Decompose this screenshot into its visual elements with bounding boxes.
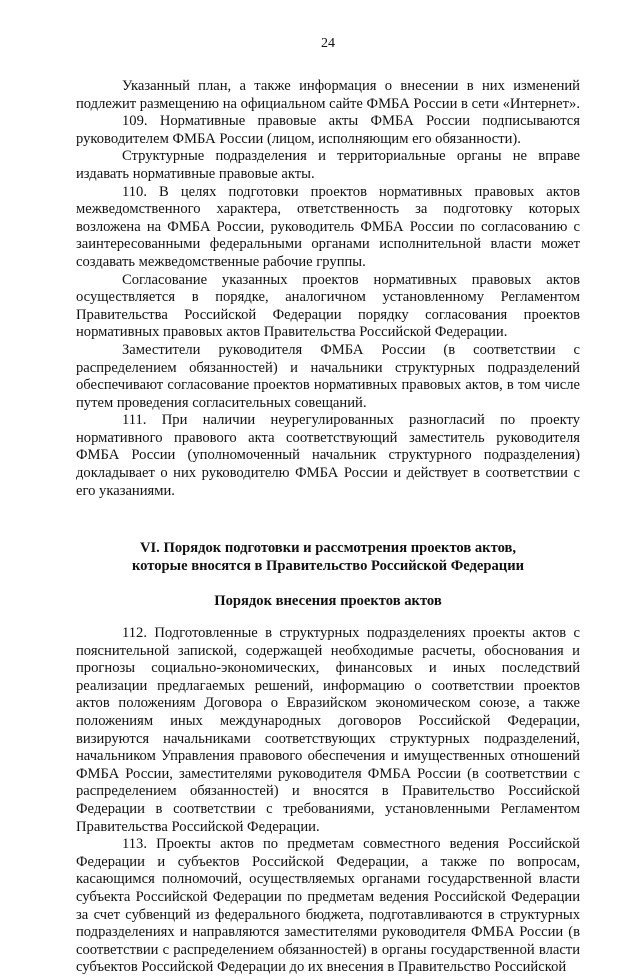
top-text-block bbox=[76, 78, 580, 500]
paragraph-110-approval: Согласование указанных проектов нормативных правовых актов осуществляется в порядке, аналогичном установленному Регламентом Правительства Российской Федерации порядку согласования проектов нормативных правовых актов Правительства Российской Федерации. bbox=[76, 271, 580, 341]
paragraph-110: 110. В целях подготовки проектов нормативных правовых актов межведомственного характера, ответственность за подготовку которых возложена на ФМБА России, руководитель ФМБА России по согласованию с заинтересованными федеральными органами исполнительной власти может создавать межведомственные рабочие группы. bbox=[76, 183, 580, 270]
subsection-heading: Порядок внесения проектов актов bbox=[214, 593, 442, 610]
paragraph-109-structural-units: Структурные подразделения и территориальные органы не вправе издавать нормативные правовые акты. bbox=[76, 148, 580, 182]
section-title-line-2: которые вносятся в Правительство Российской Федерации bbox=[131, 557, 525, 574]
section-title-line-1: VI. Порядок подготовки и рассмотрения проектов актов, bbox=[139, 540, 517, 557]
section-vi-heading bbox=[76, 540, 580, 575]
bottom-text-block bbox=[76, 625, 580, 977]
page-number: 24 bbox=[321, 36, 335, 51]
section-spacer bbox=[76, 500, 580, 540]
paragraph-110-deputies: Заместители руководителя ФМБА России (в соответствии с распределением обязанностей) и начальники структурных подразделений обеспечивают согласование проектов нормативных правовых актов, в том числе путем проведения согласительных совещаний. bbox=[76, 341, 580, 411]
paragraph-113: 113. Проекты актов по предметам совместного ведения Российской Федерации и субъектов Российской Федерации, а также по вопросам, касающимся полномочий, осуществляемых органами государственной власти субъекта Российской Федерации по предметам ведения Российской Федерации за счет субвенций из федерального бюджета, подготавливаются в структурных подразделениях и направляются заместителями руководителя ФМБА России (в соответствии с распределением обязанностей) в органы государственной власти субъектов Российской Федерации до их внесения в Правительство Российской bbox=[76, 836, 580, 976]
paragraph-109: 109. Нормативные правовые акты ФМБА России подписываются руководителем ФМБА России (лицом, исполняющим его обязанности). bbox=[76, 113, 580, 147]
paragraph-111: 111. При наличии неурегулированных разногласий по проекту нормативного правового акта соответствующий заместитель руководителя ФМБА России (уполномоченный начальник структурного подразделения) докладывает о них руководителю ФМБА России и действует в соответствии с его указаниями. bbox=[76, 412, 580, 499]
paragraph-112: 112. Подготовленные в структурных подразделениях проекты актов с пояснительной запиской, содержащей необходимые расчеты, обоснования и прогнозы социально-экономических, финансовых и иных последствий реализации предлагаемых решений, информацию о соответствии проектов актов положениям Договора о Евразийском экономическом союзе, а также положениям иных международных договоров Российской Федерации, визируются начальниками соответствующих структурных подразделений, начальником Управления правового обеспечения и имущественных отношений ФМБА России, заместителями руководителя ФМБА России (в соответствии с распределением обязанностей) и вносятся в Правительство Российской Федерации в соответствии с требованиями, установленными Регламентом Правительства Российской Федерации. bbox=[76, 625, 580, 835]
paragraph-plan-publication: Указанный план, а также информация о внесении в них изменений подлежит размещению на официальном сайте ФМБА России в сети «Интернет». bbox=[76, 78, 580, 112]
